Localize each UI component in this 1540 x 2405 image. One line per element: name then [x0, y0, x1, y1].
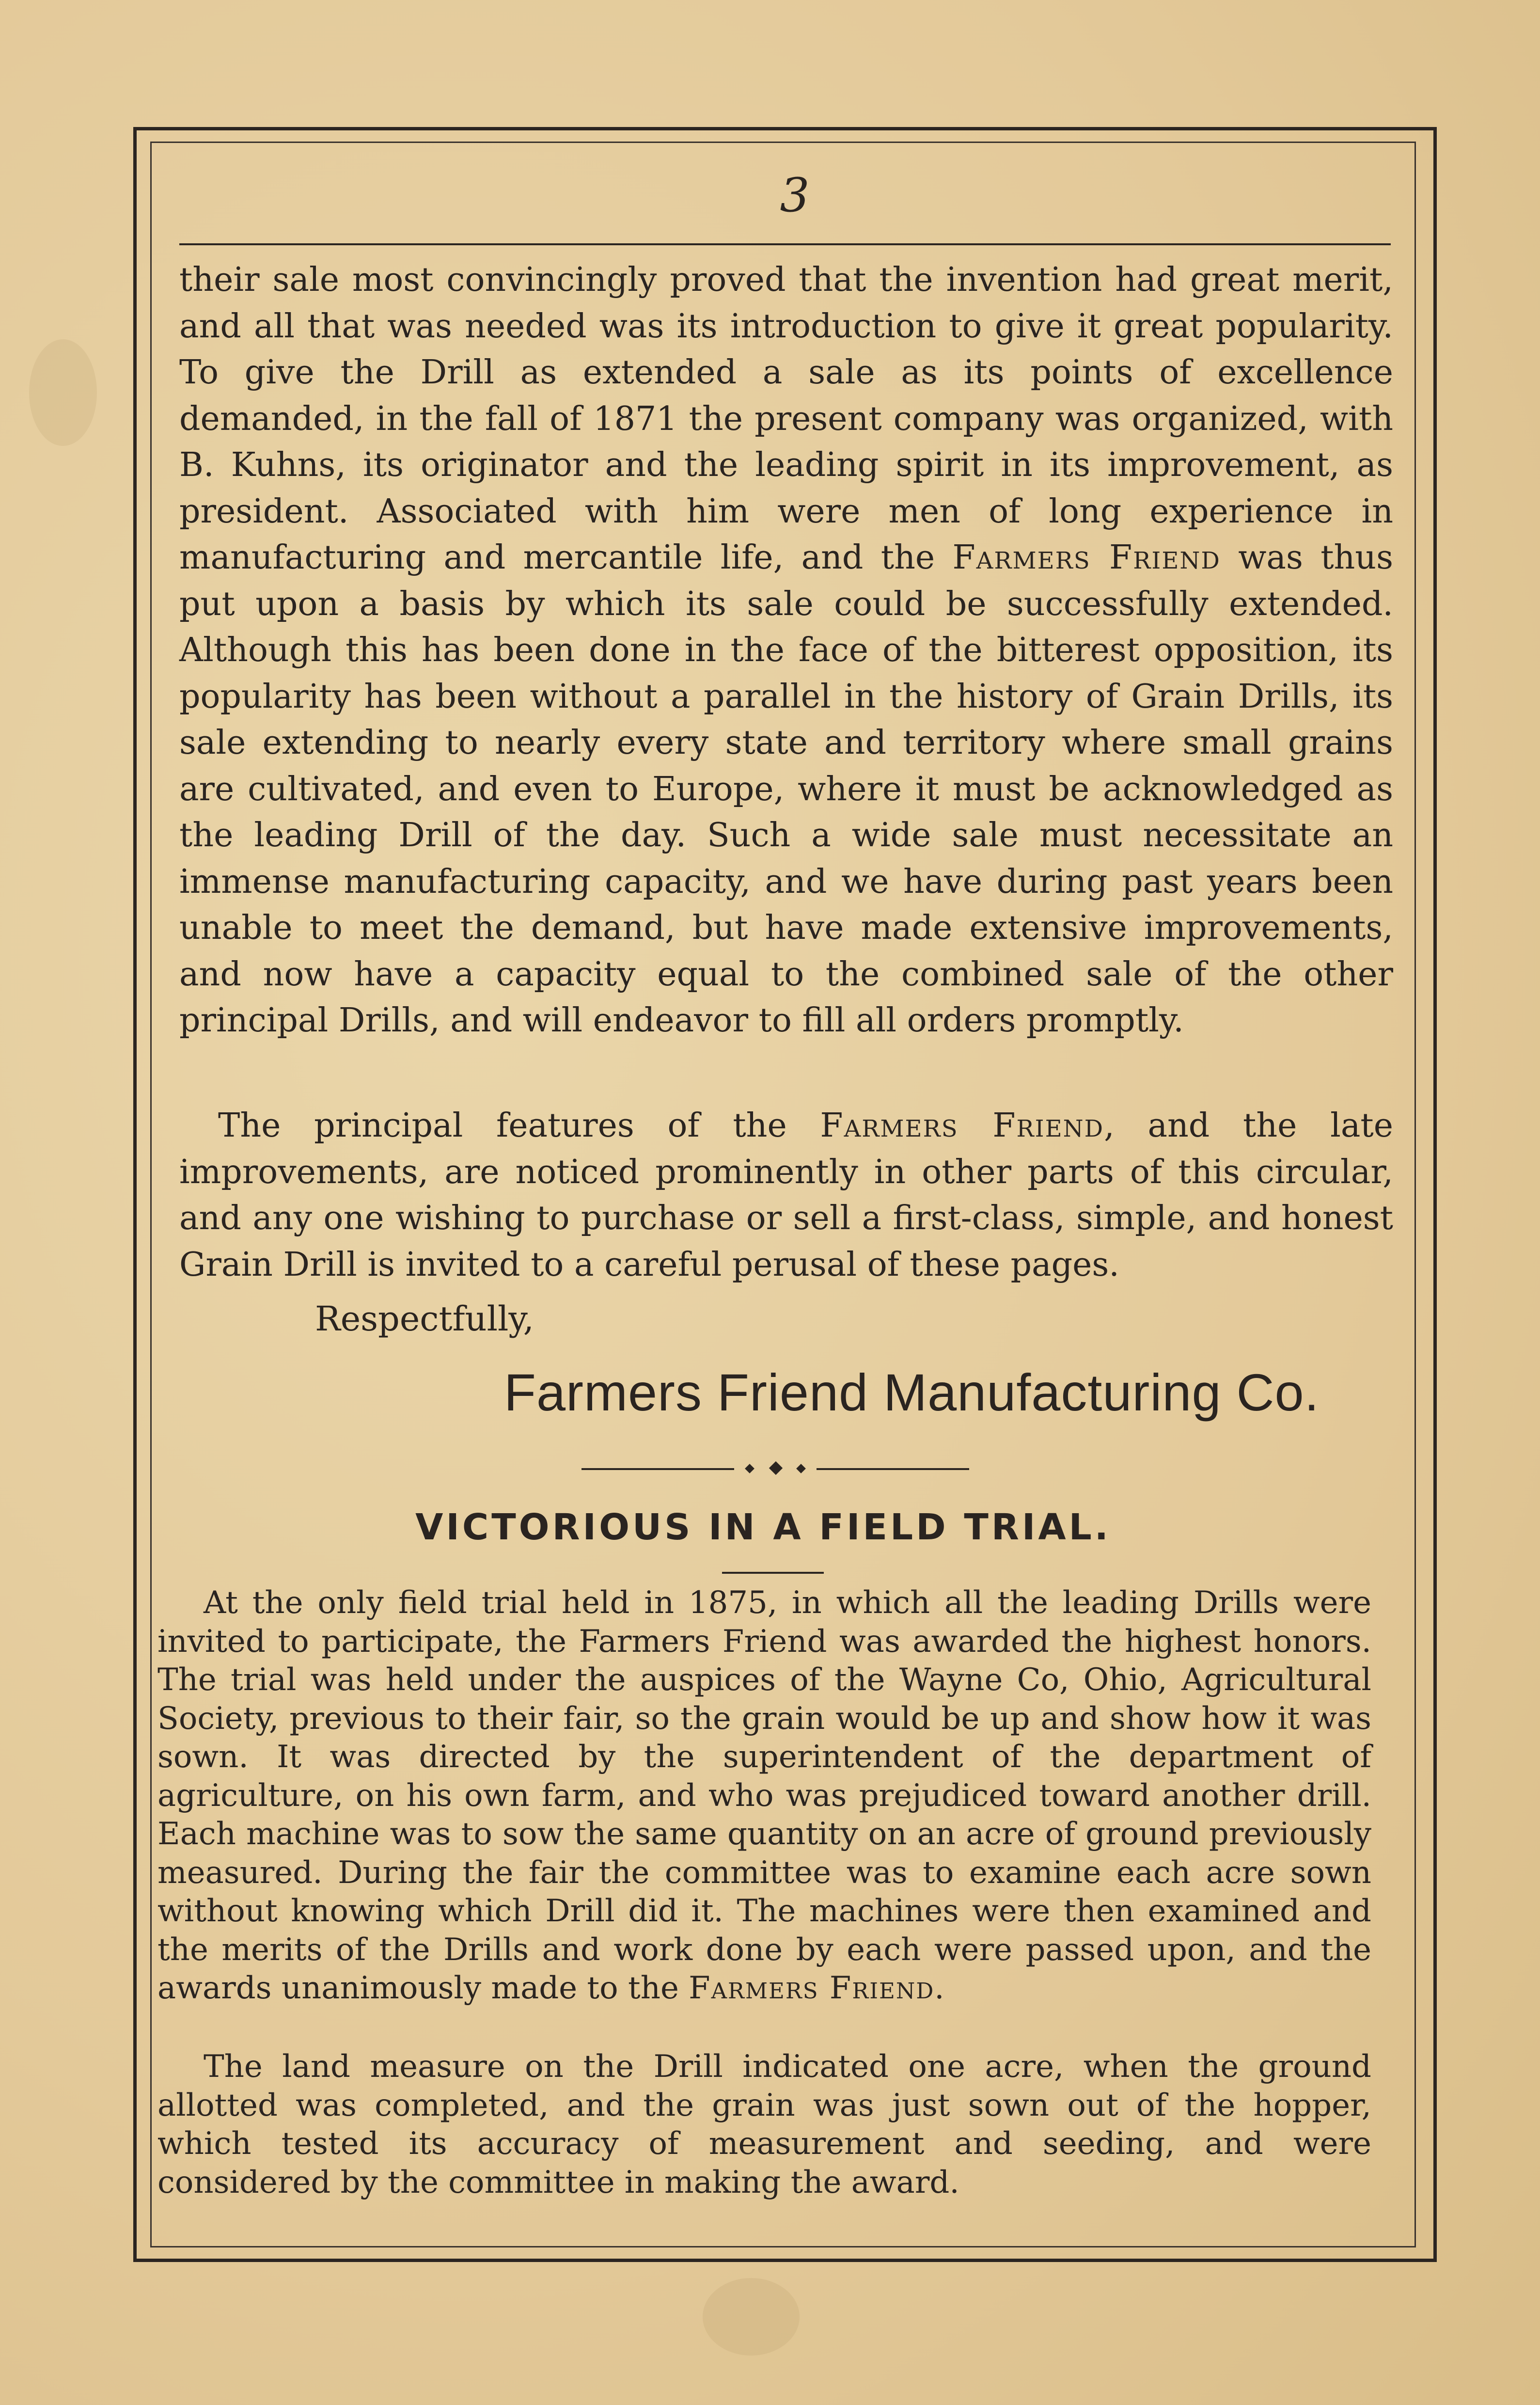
section-heading: VICTORIOUS IN A FIELD TRIAL.	[415, 1506, 1111, 1548]
intro-paragraph-2	[179, 1103, 1393, 1288]
divider-line	[581, 1468, 734, 1470]
text-run: was thus put upon a basis by which its sale could be successfully extended. Although this has been done in the face of the bitterest opposition, its popularity has been without a parallel in the history of Grain Drills, its sale extending to nearly every state and territory where small grains are cultivated, and even to Europe, where it must be acknowledged as the leading Drill of the day. Such a wide sale must necessitate an immense manufacturing capacity, and we have during past years been unable to meet the demand, but have made extensive improvements, and now have a capacity equal to the combined sale of the other principal Drills, and will endeavor to fill all orders promptly.	[179, 538, 1394, 1040]
salutation: Respectfully,	[315, 1299, 534, 1339]
text-run: their sale most convincingly proved that the invention had great merit, and all that was needed was its introduction to give it great popularity. To give the Drill as extended a sale as its points of excellence demanded, in the fall of 1871 the present company was organized, with B. Kuhns, its originator and the leading spirit in its improvement, as president. Associated with him were men of long experience in manufacturing and mercantile life, and the	[179, 261, 1393, 577]
paper-stain	[703, 2278, 800, 2356]
divider-diamond	[745, 1464, 754, 1473]
divider-diamond	[796, 1464, 806, 1473]
header-rule	[179, 243, 1391, 245]
text-run: At the only field trial held in 1875, in which all the leading Drills were invited to participate, the Farmers Friend was awarded the highest honors. The trial was held under the auspices of the Wayne Co, Ohio, Agricultural Society, previous to their fair, so the grain would be up and show how it was sown. It was directed by the superintendent of the department of agriculture, on his own farm, and who was prejudiced toward another drill. Each machine was to sow the same quantity on an acre of ground previously measured. During the fair the committee was to examine each acre sown without knowing which Drill did it. The machines were then examined and the merits of the Drills and work done by each were passed upon, and the awards unanimously made to the	[157, 1585, 1371, 2006]
text-run: The principal features of the	[218, 1107, 820, 1145]
field-trial-paragraph-1	[157, 1584, 1371, 2008]
heading-rule	[722, 1572, 824, 1574]
product-name: Farmers Friend	[689, 1970, 935, 2006]
ornamental-divider	[581, 1463, 969, 1474]
product-name: Farmers Friend	[952, 538, 1221, 577]
text-run: .	[934, 1970, 944, 2006]
intro-paragraph-1	[179, 257, 1393, 1044]
paper-stain	[29, 339, 97, 446]
company-signature: Farmers Friend Manufacturing Co.	[504, 1363, 1320, 1422]
divider-diamond	[769, 1461, 783, 1475]
divider-line	[817, 1468, 969, 1470]
page-number: 3	[780, 168, 810, 222]
text-run: , and the late improvements, are noticed prominently in other parts of this circular, and any one wishing to purchase or sell a first-class, simple, and honest Grain Drill is invited to a careful perusal of these pages.	[179, 1107, 1394, 1284]
field-trial-paragraph-2: The land measure on the Drill indicated one acre, when the ground allotted was completed, and the grain was just sown out of the hopper, which tested its accuracy of measurement and seeding, and were considered by the committee in making the award.	[157, 2049, 1371, 2200]
product-name: Farmers Friend	[820, 1107, 1104, 1145]
